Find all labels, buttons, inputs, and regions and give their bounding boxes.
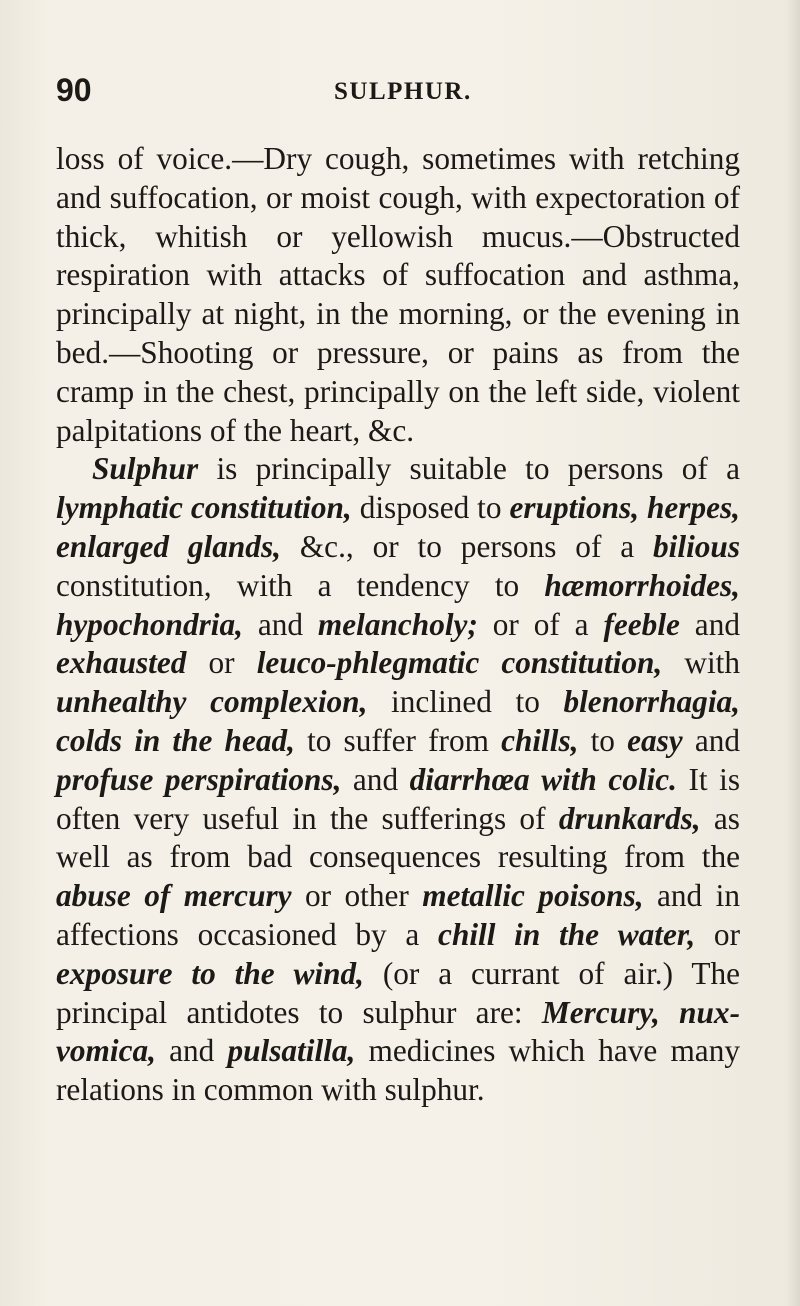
emphasis: chills, (501, 722, 579, 758)
text-run: or (695, 916, 740, 952)
emphasis: unhealthy complexion, (56, 684, 368, 720)
emphasis: Mercury, nux-vomica, (56, 994, 741, 1069)
emphasis: abuse of mercury (56, 878, 292, 914)
text-run: is principally suitable to persons of a (198, 451, 740, 487)
paragraph-symptoms: loss of voice.—Dry cough, sometimes with retching and suffocation, or moist cough, with expectoration of thick, whitish or yellowish mucus.—Obstructed respiration with attacks of suffocation and asthma, principally at night, in the morning, or the evening in bed.—Shooting or pressure, or pains as from the cramp in the chest, principally on the left side, violent palpitations of the heart, &c. (56, 141, 740, 448)
emphasis: diarrhœa with colic. (409, 761, 677, 797)
page-number: 90 (56, 72, 92, 108)
text-run: as well as from bad consequences resulting from the (56, 800, 740, 875)
text-run: and (679, 606, 740, 642)
page-edge-shadow (786, 0, 800, 1306)
emphasis: lymphatic constitution, (56, 490, 352, 526)
emphasis: Sulphur (92, 451, 199, 487)
emphasis: feeble (603, 606, 680, 642)
emphasis: metallic poisons, (422, 878, 644, 914)
emphasis: blenorrhagia, colds in the head, (56, 684, 740, 758)
emphasis: profuse perspirations, (56, 761, 342, 797)
text-run: and (682, 722, 741, 758)
text-run: constitution, with a tendency to (56, 567, 545, 603)
emphasis: pulsatilla, (227, 1033, 356, 1069)
text-run: or (186, 645, 257, 681)
body-text (56, 140, 740, 1110)
emphasis: melancholy; (317, 606, 478, 642)
running-title: SULPHUR. (334, 78, 472, 105)
emphasis: exhausted (56, 645, 187, 681)
emphasis: exposure to the wind, (56, 955, 364, 991)
emphasis: bilious (653, 528, 740, 564)
emphasis: eruptions, herpes, enlarged glands, (56, 490, 741, 564)
text-run: with (662, 645, 740, 681)
text-run: disposed to (351, 490, 510, 526)
text-run: medicines which have many relations in common with sulphur. (56, 1033, 740, 1108)
paragraph-indications (56, 450, 740, 1110)
emphasis: hæmorrhoides, hypochondria, (56, 567, 740, 642)
text-run: It is often very useful in the sufferings of (56, 761, 740, 836)
emphasis: easy (627, 722, 683, 758)
text-run: and (341, 761, 410, 797)
text-run: or of a (477, 606, 604, 642)
text-run: inclined to (367, 684, 564, 720)
text-run: and (155, 1033, 228, 1069)
emphasis: drunkards, (558, 800, 701, 836)
running-head (56, 72, 746, 112)
text-run: &c., or to persons of a (280, 528, 654, 564)
emphasis: chill in the water, (438, 916, 696, 952)
emphasis: leuco-phlegmatic constitution, (256, 645, 663, 681)
text-run: and in affections occasioned by a (56, 878, 740, 952)
text-run: or other (291, 878, 423, 914)
text-run: (or a currant of air.) The principal antidotes to sulphur are: (56, 955, 740, 1030)
text-run: to suffer from (294, 722, 502, 758)
text-run: to (578, 722, 628, 758)
text-run: and (242, 606, 318, 642)
